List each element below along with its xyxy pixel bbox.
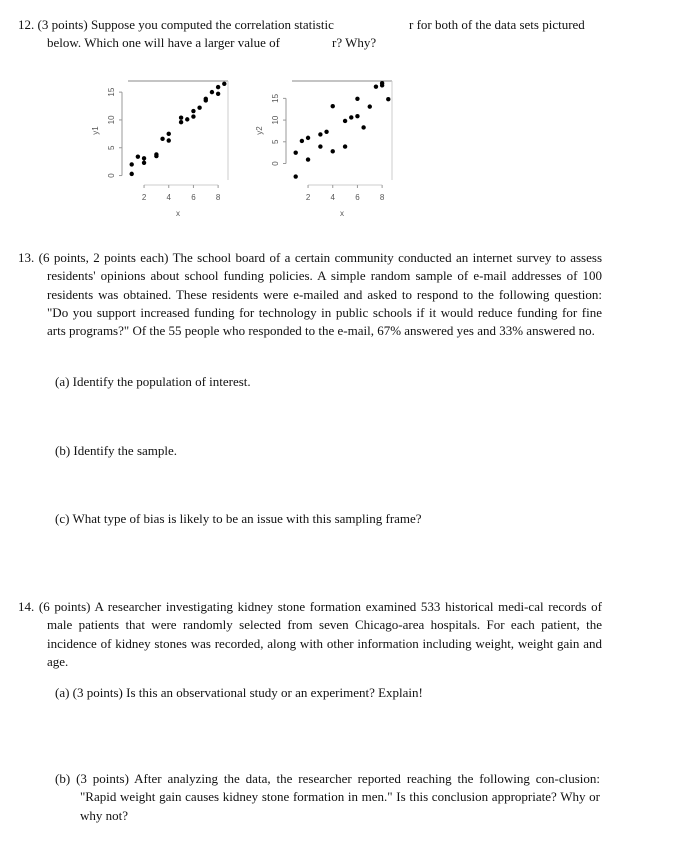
x-tick-label: 4 bbox=[166, 193, 171, 202]
q14-part-a: (a) (3 points) Is this an observational study or an experiment? Explain! bbox=[55, 685, 423, 700]
data-point bbox=[343, 119, 347, 123]
data-point bbox=[294, 174, 298, 178]
data-point bbox=[191, 109, 195, 113]
y-tick-label: 0 bbox=[271, 161, 280, 166]
data-point bbox=[331, 104, 335, 108]
data-point bbox=[136, 154, 140, 158]
data-point bbox=[130, 162, 134, 166]
data-point bbox=[142, 156, 146, 160]
data-point bbox=[380, 83, 384, 87]
data-point bbox=[343, 144, 347, 148]
data-point bbox=[324, 130, 328, 134]
data-point bbox=[179, 116, 183, 120]
x-tick-label: 8 bbox=[215, 193, 221, 202]
scatter-plot-y2 bbox=[254, 75, 404, 225]
data-point bbox=[167, 138, 171, 142]
q14-part-b: (b) (3 points) After analyzing the data, the researcher reported reaching the following con-clusion: "Rapid weight gain causes kidney stone formation in men." Is this conclusion appropriate? Why or why not? bbox=[55, 771, 600, 823]
data-point bbox=[318, 144, 322, 148]
x-tick-label: 4 bbox=[330, 193, 335, 202]
data-point bbox=[355, 97, 359, 101]
data-point bbox=[361, 125, 365, 129]
x-tick-label: 2 bbox=[141, 193, 147, 202]
data-point bbox=[349, 115, 353, 119]
question-14: 14. (6 points) A researcher investigating kidney stone formation examined 533 historical medi-cal records of male patients that were randomly selected from seven Chicago-area hospitals. For each patient, the incidence of kidney stones was recorded, along with other information including weight, weight gain and age. bbox=[18, 599, 602, 669]
x-tick-label: 8 bbox=[379, 193, 385, 202]
data-point bbox=[222, 82, 226, 86]
data-point bbox=[355, 114, 359, 118]
x-axis-label: x bbox=[340, 209, 344, 218]
data-point bbox=[331, 149, 335, 153]
data-point bbox=[167, 132, 171, 136]
data-point bbox=[216, 85, 220, 89]
scatter-plot-y1 bbox=[90, 75, 240, 225]
data-point bbox=[197, 105, 201, 109]
data-point bbox=[386, 97, 390, 101]
x-axis-label: x bbox=[176, 209, 180, 218]
y-tick-label: 5 bbox=[107, 145, 116, 150]
q13-part-c: (c) What type of bias is likely to be an issue with this sampling frame? bbox=[55, 511, 422, 526]
y-tick-label: 0 bbox=[107, 173, 116, 178]
y-tick-label: 10 bbox=[107, 115, 116, 125]
q13-part-b: (b) Identify the sample. bbox=[55, 443, 178, 458]
q12-line1-a: 12. (3 points) Suppose you computed the correlation statistic bbox=[18, 17, 334, 32]
x-tick-label: 2 bbox=[305, 193, 311, 202]
data-point bbox=[185, 117, 189, 121]
data-point bbox=[160, 137, 164, 141]
x-tick-label: 6 bbox=[355, 193, 360, 202]
x-tick-label: 6 bbox=[191, 193, 196, 202]
data-point bbox=[210, 90, 214, 94]
data-point bbox=[306, 136, 310, 140]
question-12 bbox=[18, 16, 585, 53]
data-point bbox=[294, 150, 298, 154]
q13-part-a: (a) Identify the population of interest. bbox=[55, 374, 251, 389]
data-point bbox=[130, 172, 134, 176]
y-tick-label: 5 bbox=[271, 139, 280, 145]
y-axis-label: y2 bbox=[255, 126, 264, 135]
data-point bbox=[306, 157, 310, 161]
data-point bbox=[142, 161, 146, 165]
data-point bbox=[368, 104, 372, 108]
y-tick-label: 10 bbox=[271, 115, 280, 125]
q12-line2-b: r? Why? bbox=[332, 35, 377, 51]
data-point bbox=[204, 98, 208, 102]
data-point bbox=[179, 120, 183, 124]
y-tick-label: 15 bbox=[107, 87, 116, 97]
data-point bbox=[300, 139, 304, 143]
data-point bbox=[154, 154, 158, 158]
question-13: 13. (6 points, 2 points each) The school board of a certain community conducted an internet survey to assess residents' opinions about school funding policies. A simple random sample of e-mail addresses of 100 residents was obtained. These residents were e-mailed and asked to respond to the following question: "Do you support increased funding for technology in public schools if it would reduce funding for fine arts programs?" Of the 55 people who responded to the e-mail, 67% answered yes and 33% answered no. bbox=[18, 250, 602, 339]
data-point bbox=[374, 84, 378, 88]
q12-line1-b: r for both of the data sets pictured bbox=[409, 17, 585, 32]
y-tick-label: 15 bbox=[271, 93, 280, 103]
q12-line2-a: below. Which one will have a larger value of bbox=[47, 35, 280, 51]
data-point bbox=[318, 132, 322, 136]
data-point bbox=[216, 92, 220, 96]
y-axis-label: y1 bbox=[91, 126, 100, 135]
data-point bbox=[191, 114, 195, 118]
